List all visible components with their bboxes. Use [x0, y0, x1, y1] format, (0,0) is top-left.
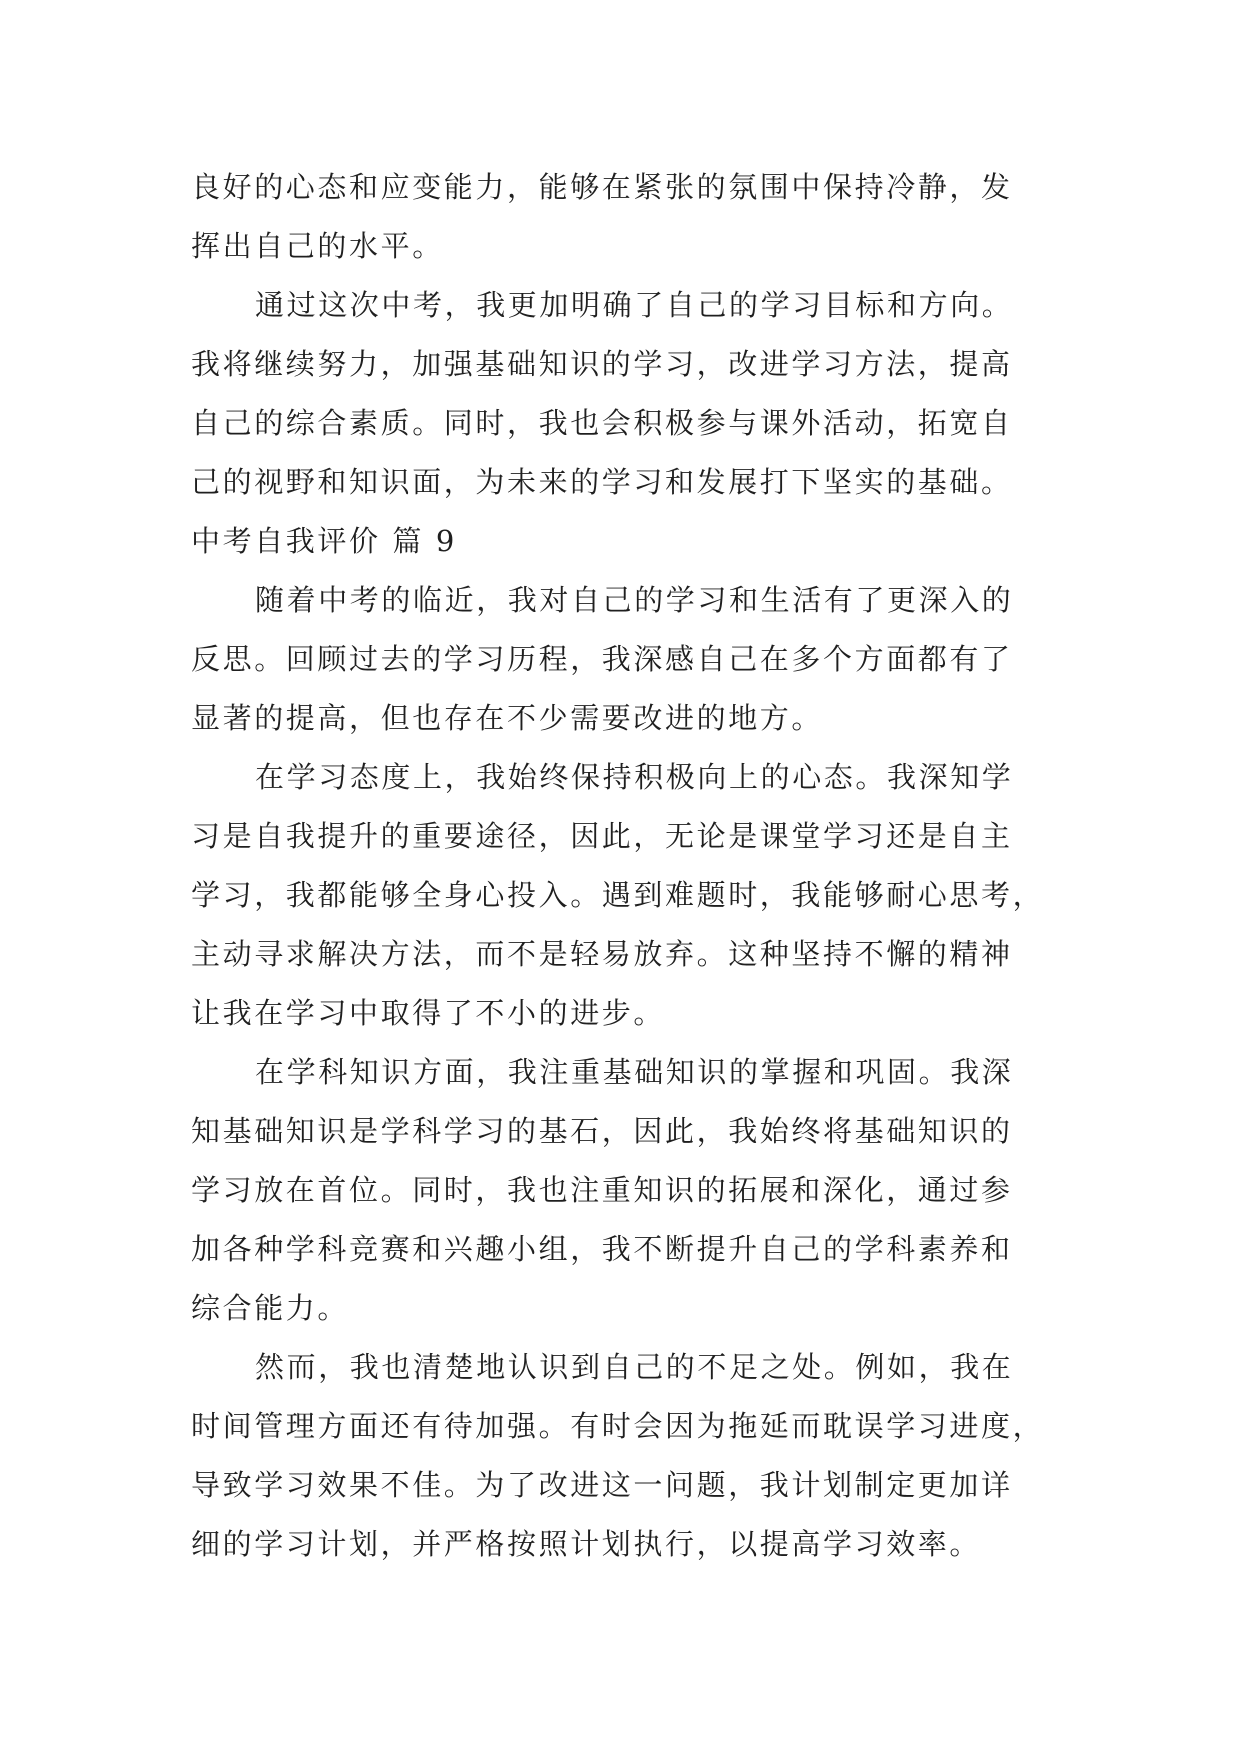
- paragraph-line: 自己的综合素质。同时，我也会积极参与课外活动，拓宽自: [191, 406, 1013, 440]
- paragraph-line: 显著的提高，但也存在不少需要改进的地方。: [191, 701, 824, 735]
- paragraph-line: 习是自我提升的重要途径，因此，无论是课堂学习还是自主: [191, 819, 1013, 853]
- paragraph-line: 在学习态度上，我始终保持积极向上的心态。我深知学: [255, 760, 1014, 794]
- paragraph-line: 细的学习计划，并严格按照计划执行，以提高学习效率。: [191, 1527, 982, 1561]
- paragraph-line: 己的视野和知识面，为未来的学习和发展打下坚实的基础。: [191, 465, 1013, 499]
- paragraph-line: 学习，我都能够全身心投入。遇到难题时，我能够耐心思考，: [191, 878, 1045, 912]
- paragraph-line: 通过这次中考，我更加明确了自己的学习目标和方向。: [255, 288, 1014, 322]
- paragraph-line: 良好的心态和应变能力，能够在紧张的氛围中保持冷静，发: [191, 170, 1013, 204]
- paragraph-line: 然而，我也清楚地认识到自己的不足之处。例如，我在: [255, 1350, 1014, 1384]
- paragraph-line: 随着中考的临近，我对自己的学习和生活有了更深入的: [255, 583, 1014, 617]
- paragraph-line: 导致学习效果不佳。为了改进这一问题，我计划制定更加详: [191, 1468, 1013, 1502]
- paragraph-line: 知基础知识是学科学习的基石，因此，我始终将基础知识的: [191, 1114, 1013, 1148]
- paragraph-line: 时间管理方面还有待加强。有时会因为拖延而耽误学习进度，: [191, 1409, 1045, 1443]
- paragraph-line: 让我在学习中取得了不小的进步。: [191, 996, 666, 1030]
- paragraph-line: 反思。回顾过去的学习历程，我深感自己在多个方面都有了: [191, 642, 1013, 676]
- paragraph-line: 在学科知识方面，我注重基础知识的掌握和巩固。我深: [255, 1055, 1014, 1089]
- paragraph-line: 加各种学科竞赛和兴趣小组，我不断提升自己的学科素养和: [191, 1232, 1013, 1266]
- section-heading: 中考自我评价 篇 9: [191, 524, 457, 558]
- paragraph-line: 主动寻求解决方法，而不是轻易放弃。这种坚持不懈的精神: [191, 937, 1013, 971]
- document-body: [191, 158, 1061, 1574]
- paragraph-line: 学习放在首位。同时，我也注重知识的拓展和深化，通过参: [191, 1173, 1013, 1207]
- paragraph-line: 我将继续努力，加强基础知识的学习，改进学习方法，提高: [191, 347, 1013, 381]
- paragraph-line: 综合能力。: [191, 1291, 350, 1325]
- paragraph-line: 挥出自己的水平。: [191, 229, 444, 263]
